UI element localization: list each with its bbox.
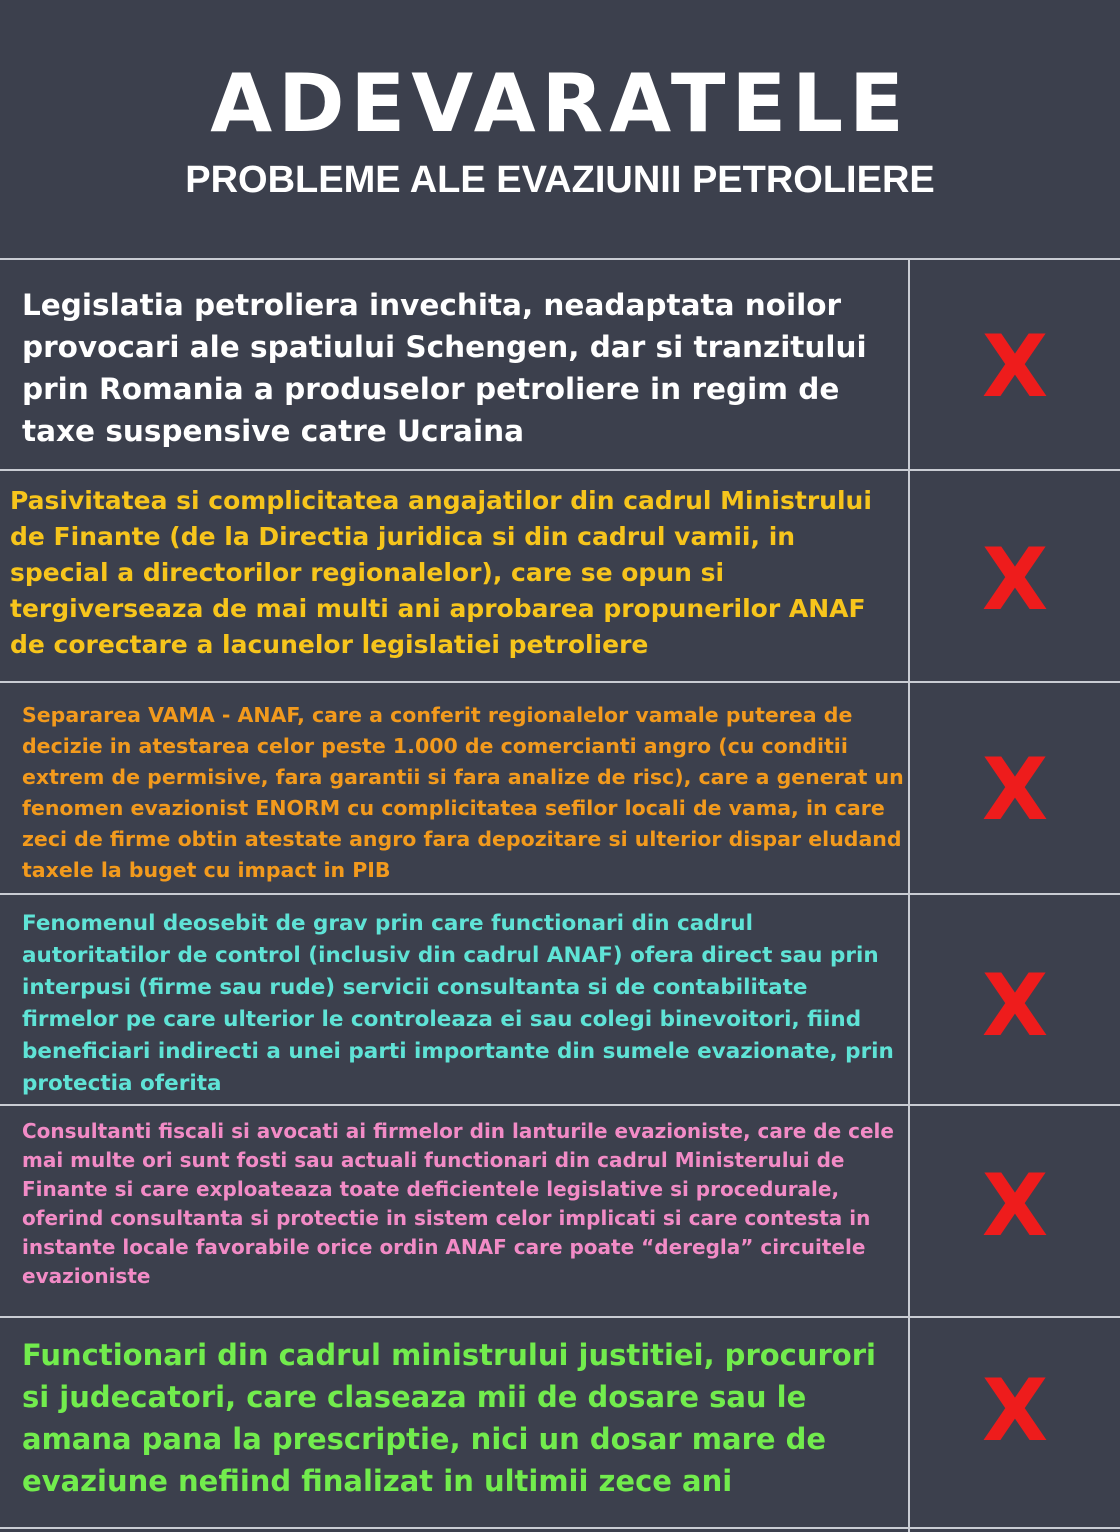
row-5-text: Consultanti fiscali si avocati ai firmelor din lanturile evazioniste, care de cele mai multe ori sunt fosti sau actuali functionari din cadrul Ministerului de Finante si care exploateaza toate deficientele legislative si procedurale, oferind consultanta si protectie in sistem celor implicati si care contesta in instante locale favorabile orice ordin ANAF care poate “deregla” circuitele evazioniste (22, 1119, 894, 1288)
row-2-text: Pasivitatea si complicitatea angajatilor din cadrul Ministrului de Finante (de la Directia juridica si din cadrul vamii, in special a directorilor regionalelor), care se opun si tergiverseaza de mai multi ani aprobarea propunerilor ANAF de corectare a lacunelor legislatiei petroliere (10, 486, 872, 659)
x-mark-icon: X (981, 530, 1049, 630)
row-4-text: Fenomenul deosebit de grav prin care functionari din cadrul autoritatilor de control (inclusiv din cadrul ANAF) ofera direct sau prin interpusi (firme sau rude) servicii consultanta si de contabilitate firmelor pe care ulterior le controleaza ei sau colegi binevoitori, fiind beneficiari indirecti a unei parti importante din sumele evazionate, prin protectia oferita (22, 911, 894, 1096)
x-mark-icon: X (981, 1156, 1049, 1256)
row-divider (0, 1527, 1120, 1529)
table-row (0, 1106, 1120, 1316)
x-mark-icon: X (981, 740, 1049, 840)
row-3-text: Separarea VAMA - ANAF, care a conferit regionalelor vamale puterea de decizie in atestarea celor peste 1.000 de comercianti angro (cu conditii extrem de permisive, fara garantii si fara analize de risc), care a generat un fenomen evazionist ENORM cu complicitatea sefilor locali de vama, in care zeci de firme obtin atestate angro fara depozitare si ulterior dispar eludand taxele la buget cu impact in PIB (22, 703, 904, 882)
table-row (0, 471, 1120, 681)
x-mark-icon: X (981, 317, 1049, 417)
row-1-text: Legislatia petroliera invechita, neadaptata noilor provocari ale spatiului Schengen, dar si tranzitului prin Romania a produselor petroliere in regim de taxe suspensive catre Ucraina (22, 288, 867, 448)
table-row (0, 895, 1120, 1104)
row-6-text: Functionari din cadrul ministrului justitiei, procurori si judecatori, care claseaza mii de dosare sau le amana pana la prescriptie, nici un dosar mare de evaziune nefiind finalizat in ultimii zece ani (22, 1338, 876, 1498)
header (0, 0, 1120, 258)
table-row (0, 683, 1120, 893)
table-row (0, 1318, 1120, 1527)
table-row (0, 260, 1120, 469)
x-mark-icon: X (981, 1361, 1049, 1461)
x-mark-icon: X (981, 956, 1049, 1056)
page-subtitle: PROBLEME ALE EVAZIUNII PETROLIERE (185, 159, 935, 201)
page-title: ADEVARATELE (210, 57, 910, 150)
